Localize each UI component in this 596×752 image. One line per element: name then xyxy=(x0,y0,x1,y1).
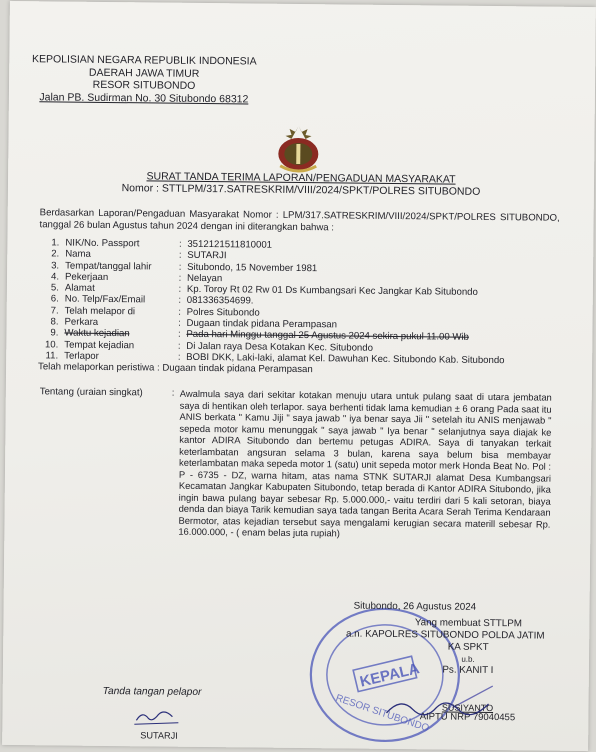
place-date: Situbondo, 26 Agustus 2024 xyxy=(353,600,477,613)
field-label: Tempat/tanggal lahir xyxy=(65,260,152,273)
pelapor-name: SUTARJI xyxy=(140,730,178,741)
letterhead-line-2: DAERAH JAWA TIMUR xyxy=(88,66,200,80)
stamp-inner-text: KEPALA xyxy=(358,660,422,691)
field-label: Perkara xyxy=(64,316,99,328)
field-label: Pekerjaan xyxy=(64,271,109,283)
officer-signature-scribble xyxy=(382,695,492,722)
field-value: 081336354699. xyxy=(186,295,254,308)
field-colon: : xyxy=(178,329,181,341)
field-value: SUTARJI xyxy=(187,250,227,262)
field-label: Terlapor xyxy=(64,350,99,362)
field-num: 1. xyxy=(51,237,60,249)
title-nomor: Nomor : STTLPM/317.SATRESKRIM/VIII/2024/SPKT/POLRES SITUBONDO xyxy=(121,182,481,198)
signature-line-5: Ps. KANIT I xyxy=(442,664,494,677)
field-value: Kp. Toroy Rt 02 Rw 01 Ds Kumbangsari Kec Jangkar Kab Situbondo xyxy=(186,284,478,299)
field-value: Di Jalan raya Desa Kotakan Kec. Situbondo xyxy=(186,340,374,354)
document-page xyxy=(2,1,596,751)
field-value: Nelayan xyxy=(186,272,223,285)
signature-line-2: a.n. KAPOLRES SITUBONDO POLDA JATIM xyxy=(345,628,545,642)
field-colon: : xyxy=(177,340,181,352)
signature-line-4: u.b. xyxy=(461,654,475,664)
field-num: 10. xyxy=(44,339,59,351)
field-colon: : xyxy=(178,283,182,295)
officer-name: SUSIYANTO xyxy=(441,702,494,714)
field-colon: : xyxy=(178,261,182,273)
peristiwa-colon: : xyxy=(156,362,160,374)
tentang-label: Tentang (uraian singkat) xyxy=(39,386,143,399)
field-colon: : xyxy=(178,272,182,284)
tentang-colon: : xyxy=(171,387,175,399)
field-colon: : xyxy=(178,250,182,262)
field-num: 6. xyxy=(50,293,59,305)
field-num: 2. xyxy=(51,248,60,260)
field-num: 9. xyxy=(50,327,59,339)
report-fields xyxy=(38,237,569,378)
police-emblem-icon xyxy=(270,122,327,175)
field-value: Pada hari Minggu tanggal 25 Agustus 2024 sekira pukul 11.00 Wib xyxy=(186,329,469,344)
field-colon: : xyxy=(178,306,182,318)
peristiwa-value: Dugaan tindak pidana Perampasan xyxy=(162,362,313,376)
field-label: Alamat xyxy=(64,282,95,295)
field-colon: : xyxy=(178,317,181,329)
field-num: 7. xyxy=(50,305,59,317)
title-main: SURAT TANDA TERIMA LAPORAN/PENGADUAN MASYARAKAT xyxy=(146,170,456,186)
tentang-text: Awalmula saya dari sekitar kotakan menuju utara untuk pulang saat di utara jembatan saya di hentikan oleh terlapor. saya berhenti tidak lama kemudian ± 6 orang Pada saat itu ANIS berkata " Kamu Jiji " saya jawab " iya benar saya Jii " setelah itu ANIS menjawab " sepeda motor kamu menunggak " saya jawab " Iya benar " selanjutnya saya diajak ke kantor ADIRA Situbondo dan bertemu petugas ADIRA. Saya di tanyakan terkait keterlambatan angsuran selama 3 bulan, karena saya belum bisa membayar keterlambatan maka sepeda motor 1 (satu) unit sepeda motor merk Honda Beat No. Pol : P - 6735 - DZ, warna hitam, atas nama STNK SUTARJI alamat Desa Kumbangsari Kecamatan Jangkar Kabupaten Situbondo, tetap berada di Kantor ADIRA Situbondo, jika ingin bawa pulang bayar sebesar Rp. 5.000.000,- vaitu terdiri dari 5 kali setoran, biaya denda dan biaya Tarik kemudian saya tada tangan Berita Acara Serah Terima Kendaraan Bermotor, atas kejadian tersebut saya mengalami kerugian secara materill sebesar Rp. 16.000.000, - ( enam belas juta rupiah) xyxy=(178,387,552,539)
field-colon: : xyxy=(177,351,181,363)
signature-line-1: Yang membuat STTLPM xyxy=(414,617,523,630)
peristiwa-label: Telah melaporkan peristiwa xyxy=(38,361,155,374)
field-value: Dugaan tindak pidana Perampasan xyxy=(186,317,338,331)
field-colon: : xyxy=(178,295,182,307)
pelapor-signature-scribble xyxy=(130,706,190,729)
field-label: No. Telp/Fax/Email xyxy=(64,294,146,306)
letterhead-line-1: KEPOLISIAN NEGARA REPUBLIK INDONESIA xyxy=(31,53,257,68)
field-label: Waktu kejadian xyxy=(64,327,130,340)
field-value: Polres Situbondo xyxy=(186,306,260,319)
letterhead xyxy=(19,53,270,106)
field-label: Nama xyxy=(65,248,91,261)
stamp-outer-text: RESOR SITUBONDO xyxy=(334,692,431,735)
field-value: BOBI DKK, Laki-laki, alamat Kel. Dawuhan Kec. Situbondo Kab. Situbondo xyxy=(186,351,505,367)
field-num: 11. xyxy=(45,350,59,362)
field-value: Situbondo, 15 November 1981 xyxy=(187,261,318,274)
field-colon: : xyxy=(178,238,182,250)
field-label: Telah melapor di xyxy=(64,305,136,318)
field-num: 4. xyxy=(50,271,60,283)
field-label: Tempat kejadian xyxy=(64,339,135,351)
field-num: 8. xyxy=(50,316,59,328)
letterhead-address: Jalan PB. Sudirman No. 30 Situbondo 68312 xyxy=(39,90,249,105)
document-title xyxy=(8,169,594,199)
field-label: NIK/No. Passport xyxy=(65,237,140,250)
field-num: 3. xyxy=(51,259,60,272)
letterhead-line-3: RESOR SITUBONDO xyxy=(92,78,196,92)
field-value: 3512121511810001 xyxy=(187,238,273,251)
officer-rank: AIPTU NRP 79040455 xyxy=(419,711,516,724)
intro-paragraph: Berdasarkan Laporan/Pengaduan Masyarakat Nomor : LPM/317.SATRESKRIM/VIII/2024/SPKT/POLRES SITUBONDO, tanggal 26 bulan Agustus tahun 2024 dengan ini diterangkan bahwa : xyxy=(39,207,560,233)
signature-line-3: KA SPKT xyxy=(447,641,489,653)
field-num: 5. xyxy=(50,282,59,294)
pelapor-label: Tanda tangan pelapor xyxy=(102,685,202,698)
